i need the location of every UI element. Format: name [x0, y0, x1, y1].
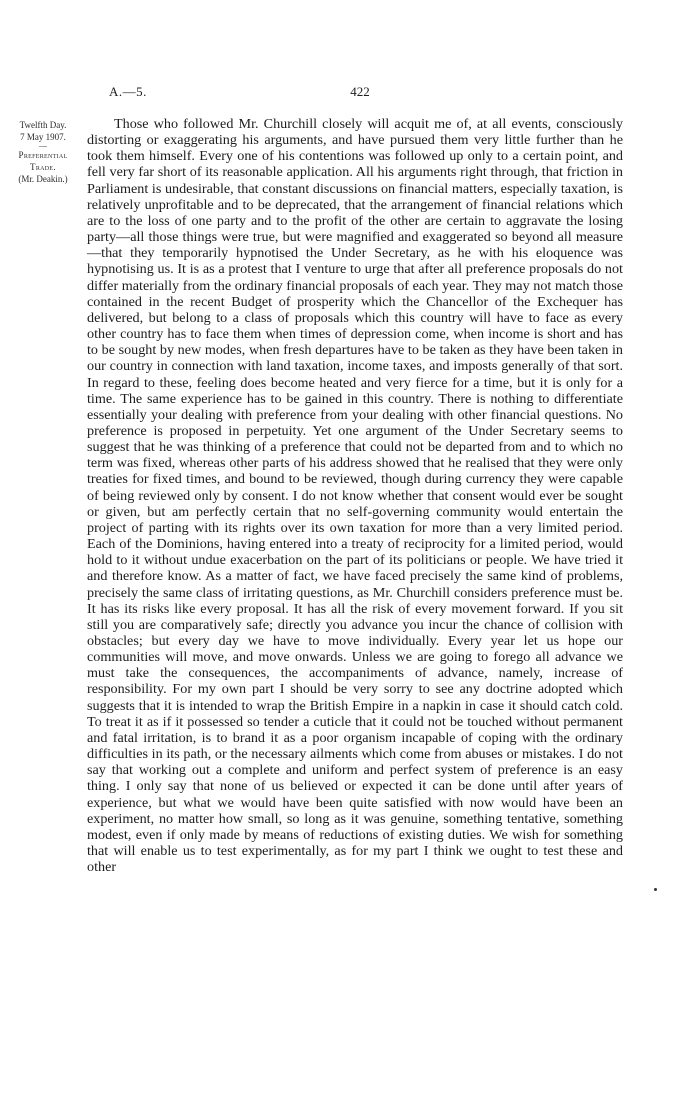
- margin-day: Twelfth Day.: [19, 120, 67, 130]
- speech-paragraph: Those who followed Mr. Churchill closely will acquit me of, at all events, consciously distorting or exaggerating his arguments, and have pursued them very little further than he took them himself. Every one of his contentions was followed up only to a certain point, and fell very far short of its reasonable application. All his arguments right through, that friction in Parliament is undesirable, that constant discussions on financial matters, especially taxation, is relatively unprofitable and to be deprecated, that the arrangement of financial relations which are to the loss of one party and to the profit of the other are certain to aggravate the losing party—all those things were true, but were magnified and exaggerated so beyond all measure—that they temporarily hypnotised the Under Secretary, as he with his eloquence was hypnotising us. It is as a protest that I venture to urge that after all preference proposals do not differ materially from the ordinary financial proposals of each year. They may not match those contained in the recent Budget of prosperity which the Chancellor of the Exchequer has delivered, but belong to a class of proposals which this country will have to face as every other country has to face them when times of depression come, when income is short and has to be sought by new modes, when fresh departures have to be taken as they have been taken in our country in connection with land taxation, income taxes, and imposts generally of that sort. In regard to these, feeling does become heated and very fierce for a time, but it is only for a time. The same experience has to be gained in this country. There is nothing to differentiate essentially your dealing with preference from your dealing with other financial questions. No preference is proposed in perpetuity. Yet one argument of the Under Secretary seems to suggest that he was thinking of a preference that could not be departed from and to which no term was fixed, whereas other parts of his address showed that he realised that they were only treaties for fixed times, and bound to be reviewed, though during currency they were capable of being reviewed only by consent. I do not know whether that consent would ever be sought or given, but am perfectly certain that no self-governing community would entertain the project of parting with its rights over its own taxation for more than a very limited period. Each of the Dominions, having entered into a treaty of reciprocity for a limited period, would hold to it without undue exacerbation on the part of its politicians or people. We have tried it and therefore know. As a matter of fact, we have faced precisely the same kind of problems, precisely the same class of irritating questions, as Mr. Churchill considers preference must be. It has its risks like every proposal. It has all the risk of every movement forward. If you sit still you are comparatively safe; directly you advance you incur the chance of collision with obstacles; but every day we have to move individually. Every year let us hope our communities will move, and move onwards. Unless we are going to forego all advance we must take the consequences, the accompaniments of advance, namely, increase of responsibility. For my own part I should be very sorry to see any doctrine adopted which suggests that it is intended to wrap the British Empire in a napkin in case it should catch cold. To treat it as if it possessed so tender a cuticle that it could not be touched without permanent and fatal irritation, is to brand it as a poor organism incapable of coping with the ordinary difficulties in its path, or the necessary ailments which come from abuses or mistakes. I do not say that working out a complete and uniform and perfect system of preference is an easy thing. I only say that none of us believed or expected it can be done until after years of experience, but what we would have been quite satisfied with now would have been an experiment, no matter how small, so long as it was genuine, something tentative, something modest, even if only made by means of reductions of existing duties. We wish for something that will enable us to test experimentally, as for my part I think we ought to test these and other: [87, 116, 623, 876]
- paper-reference: A.—5.: [109, 84, 147, 99]
- margin-dash: —: [39, 141, 47, 150]
- margin-note: [6, 119, 80, 185]
- stray-mark: [654, 888, 657, 891]
- margin-date: 7 May 1907.: [20, 132, 66, 142]
- margin-topic: Preferential Trade.: [18, 150, 68, 172]
- margin-speaker: (Mr. Deakin.): [18, 174, 68, 184]
- page-number: 422: [350, 84, 370, 99]
